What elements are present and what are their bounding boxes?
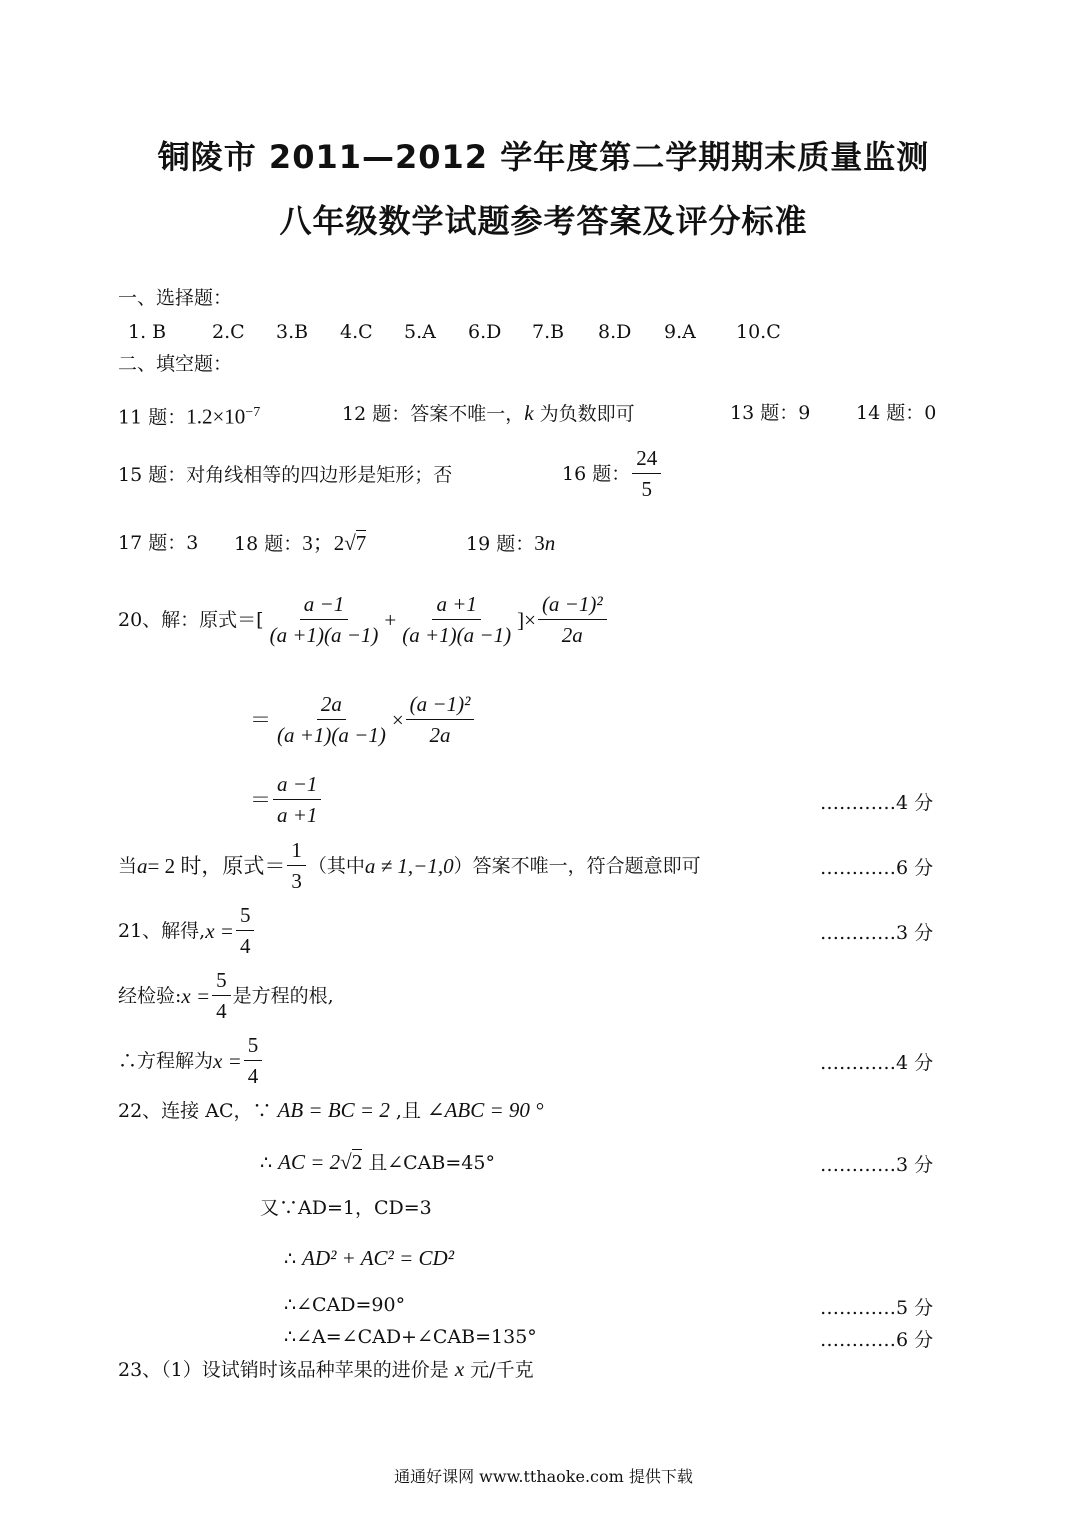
score-mark: …………6 分 — [820, 1329, 934, 1351]
answer-q20-step3: ＝ $\frac{a -1}{a +1}$ — [250, 772, 323, 827]
fraction: $\frac{a +1}{(a +1)(a -1)}$ — [402, 592, 512, 647]
page-footer: 通通好课网 www.tthaoke.com 提供下载 — [394, 1467, 693, 1486]
answer-q22-step1: 22、连接 AC，∵ AB = BC = 2 ,且 ∠ABC = 90 ° — [118, 1098, 544, 1122]
answer-q20-step1: 20、解：原式＝[ $\frac{a -1}{(a +1)(a -1)}$ + $\frac{a +1}{(a +1)(a -1)}$ ]× $\frac{\text{(a −1)²}}{2a}$ — [118, 592, 609, 647]
answer-q18: 18 题：3；2√7 — [234, 531, 367, 555]
answer-q19: 19 题：3n — [466, 531, 556, 555]
choice-answer: 3.B — [276, 321, 309, 343]
fraction: $\frac{a -1}{(a +1)(a -1)}$ — [269, 592, 379, 647]
score-mark: …………5 分 — [820, 1297, 934, 1319]
score-mark: …………6 分 — [820, 857, 934, 879]
score-mark: …………3 分 — [820, 922, 934, 944]
fraction: $\frac{24}{5}$ — [632, 446, 661, 501]
choice-answer: 4.C — [340, 321, 373, 343]
fraction: $\frac{\text{(a −1)²}}{2a}$ — [538, 592, 607, 647]
answer-q21-step3: ∴方程解为 x = $\frac{5}{4}$ — [118, 1033, 264, 1088]
answer-q22-step2: ∴ AC = 2√2 且∠CAB=45° — [260, 1150, 495, 1174]
answer-q22-step6: ∴∠A=∠CAD+∠CAB=135° — [284, 1326, 537, 1348]
choice-answer: 6.D — [468, 321, 502, 343]
answer-q14: 14 题：0 — [856, 402, 937, 424]
answer-q22-step3: 又∵AD=1，CD=3 — [260, 1197, 432, 1219]
answer-q20-step4: 当 a = 2 时，原式＝ $\frac{1}{3}$ （其中 a ≠ 1,−1,0 ）答案不唯一，符合题意即可 — [118, 838, 701, 893]
choice-answer: 5.A — [404, 321, 436, 343]
fraction: $\frac{2a}{(a +1)(a -1)}$ — [277, 692, 386, 747]
answer-q12: 12 题：答案不唯一，k 为负数即可 — [342, 401, 635, 425]
choice-answer: 8.D — [598, 321, 632, 343]
answer-q21-step1: 21、解得, x = $\frac{5}{4}$ — [118, 903, 256, 958]
section-heading-fill: 二、填空题： — [118, 353, 233, 375]
answer-q21-step2: 经检验: x = $\frac{5}{4}$ 是方程的根, — [118, 968, 334, 1023]
answer-q23: 23、（1）设试销时该品种苹果的进价是 x 元/千克 — [118, 1357, 534, 1381]
choice-answer: 7.B — [532, 321, 565, 343]
fraction: $\frac{a -1}{a +1}$ — [273, 772, 321, 827]
choice-answer: 10.C — [736, 321, 781, 343]
score-mark: …………3 分 — [820, 1154, 934, 1176]
fraction: $\frac{5}{4}$ — [212, 968, 231, 1023]
section-heading-choice: 一、选择题： — [118, 287, 233, 309]
answer-q13: 13 题：9 — [730, 402, 811, 424]
choice-answer: 1. B — [128, 321, 167, 343]
choice-answers — [128, 320, 781, 344]
answer-q17: 17 题：3 — [118, 532, 199, 554]
answer-q20-step2: ＝ $\frac{2a}{(a +1)(a -1)}$ × $\frac{\text{(a −1)²}}{2a}$ — [250, 692, 476, 747]
score-mark: …………4 分 — [820, 792, 934, 814]
score-mark: …………4 分 — [820, 1052, 934, 1074]
answer-q15: 15 题：对角线相等的四边形是矩形；否 — [118, 464, 453, 486]
choice-answer: 9.A — [664, 321, 696, 343]
fraction: $\frac{5}{4}$ — [244, 1033, 263, 1088]
answer-q22-step5: ∴∠CAD=90° — [284, 1294, 406, 1316]
page-subtitle: 八年级数学试题参考答案及评分标准 — [279, 202, 808, 240]
answer-q11: 11 题：$1.2\times 10^{-7}$ — [118, 404, 261, 429]
fraction: $\frac{5}{4}$ — [236, 903, 255, 958]
fraction: $\frac{1}{3}$ — [287, 838, 306, 893]
page-title: 铜陵市 2011—2012 学年度第二学期期末质量监测 — [157, 138, 930, 176]
fraction: $\frac{\text{(a −1)²}}{2a}$ — [406, 692, 475, 747]
answer-q16: 16 题： $\frac{24}{5}$ — [562, 446, 663, 501]
choice-answer: 2.C — [212, 321, 245, 343]
answer-q22-step4: ∴ AD² + AC² = CD² — [284, 1246, 454, 1270]
